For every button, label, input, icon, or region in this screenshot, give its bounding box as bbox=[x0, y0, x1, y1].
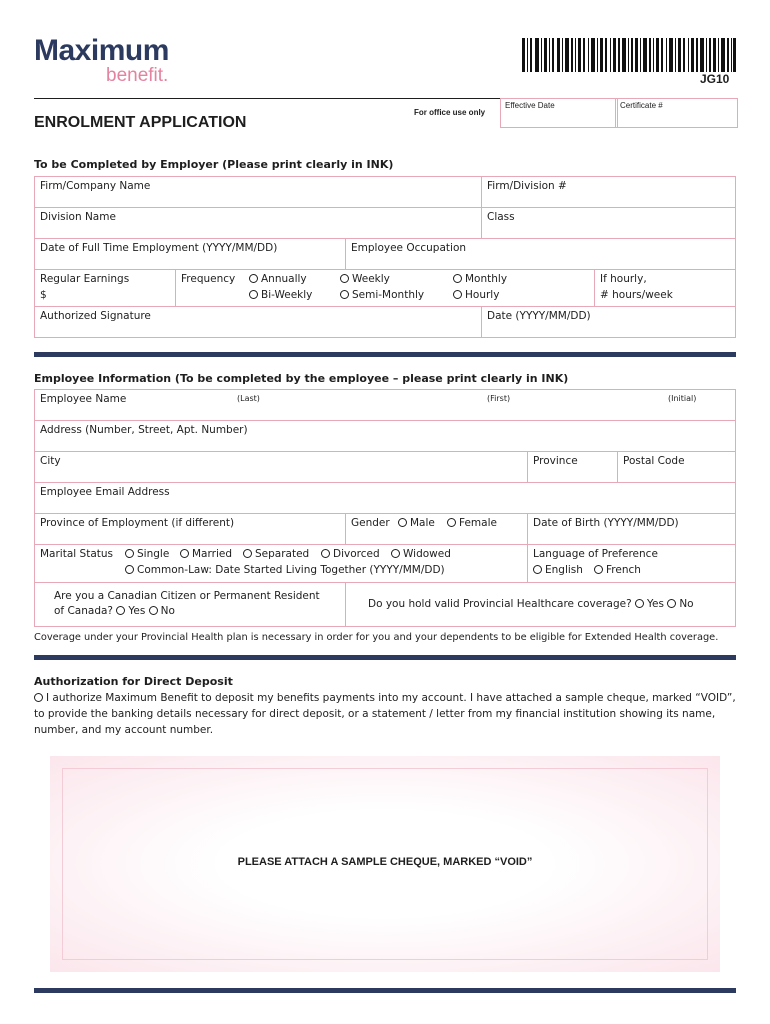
class-field[interactable]: Class bbox=[487, 211, 515, 223]
province-field[interactable]: Province bbox=[533, 455, 578, 467]
authorized-signature-field[interactable]: Authorized Signature bbox=[40, 310, 151, 322]
firm-name-field[interactable]: Firm/Company Name bbox=[40, 180, 151, 192]
freq-weekly-radio[interactable]: Weekly bbox=[340, 273, 390, 285]
radio-icon bbox=[340, 290, 349, 299]
form-code: JG10 bbox=[700, 72, 730, 86]
if-hourly-label: If hourly, bbox=[600, 273, 647, 285]
section-divider bbox=[34, 655, 736, 660]
effective-date-field[interactable] bbox=[500, 98, 618, 128]
regular-earnings-label: Regular Earnings bbox=[40, 273, 130, 285]
citizen-yes-radio[interactable] bbox=[116, 606, 125, 615]
employer-section-heading: To be Completed by Employer (Please print clearly in INK) bbox=[34, 158, 394, 171]
freq-semimonthly-radio[interactable]: Semi-Monthly bbox=[340, 289, 424, 301]
marital-common-law-radio[interactable]: Common-Law: Date Started Living Together (YYYY/MM/DD) bbox=[125, 564, 445, 576]
gender-label: Gender bbox=[351, 517, 390, 529]
radio-icon bbox=[447, 518, 456, 527]
citizen-no-radio[interactable] bbox=[149, 606, 158, 615]
deposit-heading: Authorization for Direct Deposit bbox=[34, 675, 233, 688]
city-field[interactable]: City bbox=[40, 455, 61, 467]
health-no-radio[interactable] bbox=[667, 599, 676, 608]
email-field[interactable]: Employee Email Address bbox=[40, 486, 170, 498]
coverage-note: Coverage under your Provincial Health plan is necessary in order for you and your dependents to be eligible for Extended Health coverage. bbox=[34, 632, 719, 643]
freq-monthly-radio[interactable]: Monthly bbox=[453, 273, 507, 285]
radio-icon bbox=[340, 274, 349, 283]
marital-divorced-radio[interactable]: Divorced bbox=[321, 548, 380, 560]
province-employment-field[interactable]: Province of Employment (if different) bbox=[40, 517, 235, 529]
firm-division-field[interactable]: Firm/Division # bbox=[487, 180, 567, 192]
marital-married-radio[interactable]: Married bbox=[180, 548, 232, 560]
radio-icon bbox=[243, 549, 252, 558]
office-use-label: For office use only bbox=[414, 108, 486, 117]
radio-icon bbox=[453, 274, 462, 283]
full-time-date-field[interactable]: Date of Full Time Employment (YYYY/MM/DD) bbox=[40, 242, 278, 254]
language-label: Language of Preference bbox=[533, 548, 658, 560]
language-french-radio[interactable]: French bbox=[594, 564, 641, 576]
cheque-attachment-area bbox=[50, 756, 720, 972]
radio-icon bbox=[125, 565, 134, 574]
radio-icon bbox=[180, 549, 189, 558]
first-name-label: (First) bbox=[487, 394, 511, 403]
postal-code-field[interactable]: Postal Code bbox=[623, 455, 685, 467]
radio-icon bbox=[321, 549, 330, 558]
marital-separated-radio[interactable]: Separated bbox=[243, 548, 309, 560]
earnings-dollar-field[interactable]: $ bbox=[40, 289, 47, 301]
radio-icon bbox=[533, 565, 542, 574]
freq-annually-radio[interactable]: Annually bbox=[249, 273, 307, 285]
marital-widowed-radio[interactable]: Widowed bbox=[391, 548, 451, 560]
frequency-label: Frequency bbox=[181, 273, 236, 285]
citizen-question: Are you a Canadian Citizen or Permanent Resident bbox=[54, 590, 320, 602]
gender-female-radio[interactable]: Female bbox=[447, 517, 497, 529]
certificate-field[interactable] bbox=[615, 98, 738, 128]
cheque-label: PLEASE ATTACH A SAMPLE CHEQUE, MARKED “VOID” bbox=[237, 856, 533, 868]
certificate-label: Certificate # bbox=[620, 101, 663, 110]
section-divider bbox=[34, 352, 736, 357]
radio-icon bbox=[398, 518, 407, 527]
marital-single-radio[interactable]: Single bbox=[125, 548, 169, 560]
freq-biweekly-radio[interactable]: Bi-Weekly bbox=[249, 289, 312, 301]
division-name-field[interactable]: Division Name bbox=[40, 211, 116, 223]
dob-field[interactable]: Date of Birth (YYYY/MM/DD) bbox=[533, 517, 679, 529]
language-english-radio[interactable]: English bbox=[533, 564, 583, 576]
barcode-icon bbox=[522, 38, 736, 72]
occupation-field[interactable]: Employee Occupation bbox=[351, 242, 467, 254]
address-field[interactable]: Address (Number, Street, Apt. Number) bbox=[40, 424, 248, 436]
employee-name-field[interactable]: Employee Name bbox=[40, 393, 127, 405]
logo-maximum: Maximum bbox=[34, 34, 169, 67]
deposit-consent-radio[interactable] bbox=[34, 693, 43, 702]
footer-divider bbox=[34, 988, 736, 993]
effective-date-label: Effective Date bbox=[505, 101, 555, 110]
freq-hourly-radio[interactable]: Hourly bbox=[453, 289, 499, 301]
logo-benefit: benefit. bbox=[106, 65, 169, 86]
radio-icon bbox=[391, 549, 400, 558]
last-name-label: (Last) bbox=[237, 394, 260, 403]
health-coverage-question: Do you hold valid Provincial Healthcare coverage? Yes No bbox=[368, 598, 694, 610]
initial-label: (Initial) bbox=[668, 394, 697, 403]
hours-week-field[interactable]: # hours/week bbox=[600, 289, 673, 301]
radio-icon bbox=[453, 290, 462, 299]
radio-icon bbox=[249, 290, 258, 299]
employee-section-heading: Employee Information (To be completed by the employee – please print clearly in INK) bbox=[34, 372, 569, 385]
marital-status-label: Marital Status bbox=[40, 548, 113, 560]
citizen-question-line2: of Canada? Yes No bbox=[54, 605, 175, 617]
page-title: ENROLMENT APPLICATION bbox=[34, 114, 247, 131]
gender-male-radio[interactable]: Male bbox=[398, 517, 435, 529]
radio-icon bbox=[594, 565, 603, 574]
radio-icon bbox=[249, 274, 258, 283]
health-yes-radio[interactable] bbox=[635, 599, 644, 608]
radio-icon bbox=[125, 549, 134, 558]
employer-date-field[interactable]: Date (YYYY/MM/DD) bbox=[487, 310, 591, 322]
deposit-authorization[interactable]: I authorize Maximum Benefit to deposit my benefits payments into my account. I have attached a sample cheque, marked “VOID”, to provide the banking details necessary for direct deposit, or a statement / letter from my financial institution showing its name, number, and my account number. bbox=[34, 692, 736, 736]
